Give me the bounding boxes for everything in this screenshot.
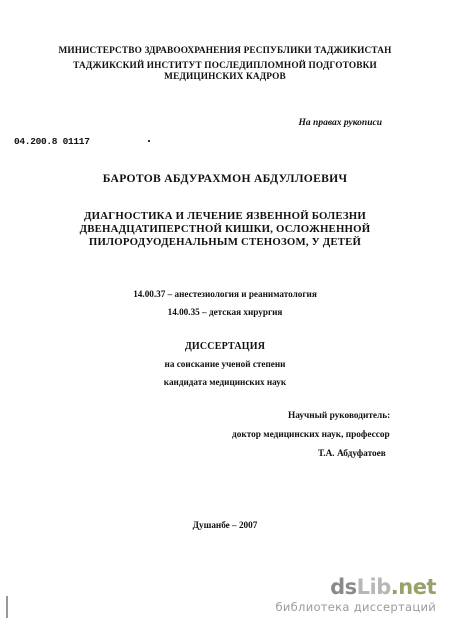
manuscript-note: На правах рукописи xyxy=(298,118,382,128)
specialty-1: 14.00.37 – анестезиология и реаниматология xyxy=(133,289,317,299)
degree-line2: кандидата медицинских наук xyxy=(163,377,287,387)
scan-edge-mark xyxy=(6,596,8,618)
institute-header-line2: МЕДИЦИНСКИХ КАДРОВ xyxy=(164,72,286,82)
dissertation-title-line3: ПИЛОРОДУОДЕНАЛЬНЫМ СТЕНОЗОМ, У ДЕТЕЙ xyxy=(88,236,362,248)
supervisor-degree: доктор медицинских наук, профессор xyxy=(232,430,390,440)
watermark-logo xyxy=(275,577,436,598)
supervisor-name: Т.А. Абдуфатоев xyxy=(318,449,386,459)
watermark-logo-lib: Lib xyxy=(356,575,391,599)
watermark-subtitle: библиотека диссертаций xyxy=(275,600,436,614)
degree-line1: на соискание ученой степени xyxy=(164,359,286,369)
dissertation-title-line1: ДИАГНОСТИКА И ЛЕЧЕНИЕ ЯЗВЕННОЙ БОЛЕЗНИ xyxy=(84,210,366,222)
watermark-logo-ds: ds xyxy=(330,575,357,599)
ministry-header: МИНИСТЕРСТВО ЗДРАВООХРАНЕНИЯ РЕСПУБЛИКИ ТАДЖИКИСТАН xyxy=(58,46,392,56)
author-name: БАРОТОВ АБДУРАХМОН АБДУЛЛОЕВИЧ xyxy=(102,172,348,185)
dissertation-title-line2: ДВЕНАДЦАТИПЕРСТНОЙ КИШКИ, ОСЛОЖНЕННОЙ xyxy=(79,223,371,235)
specialty-2: 14.00.35 – детская хирургия xyxy=(167,307,283,317)
institute-header-line1: ТАДЖИКСКИЙ ИНСТИТУТ ПОСЛЕДИПЛОМНОЙ ПОДГОТОВКИ xyxy=(73,61,377,71)
watermark-logo-net: .net xyxy=(390,575,436,599)
watermark xyxy=(275,577,436,614)
place-year: Душанбе – 2007 xyxy=(192,520,258,530)
supervisor-label: Научный руководитель: xyxy=(288,411,391,421)
scan-speck xyxy=(148,140,150,142)
dissertation-label: ДИССЕРТАЦИЯ xyxy=(184,341,266,352)
registration-number: 04.200.8 01117 xyxy=(14,136,90,147)
